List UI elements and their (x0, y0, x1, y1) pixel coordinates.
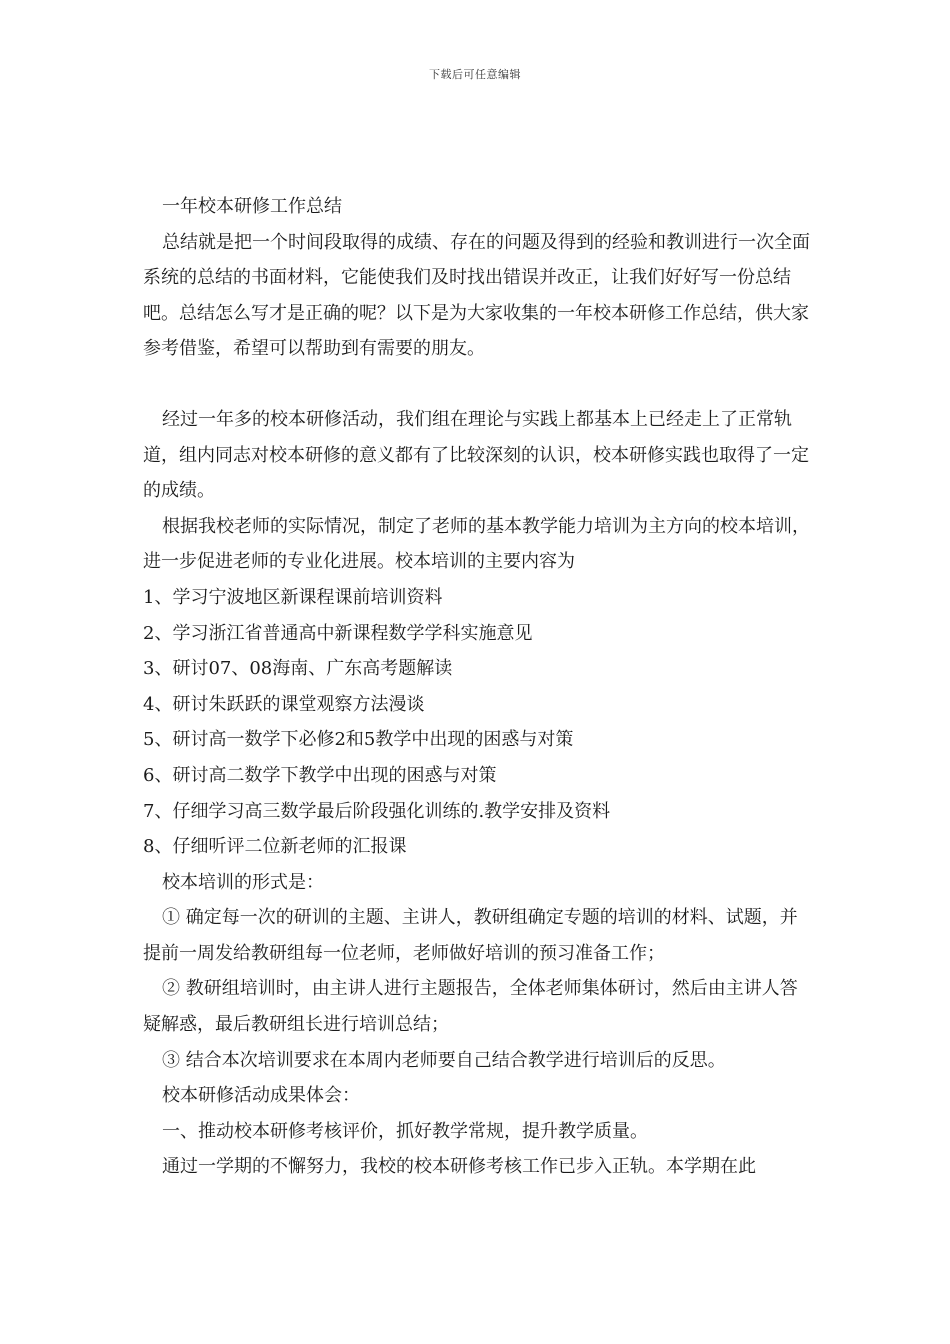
list-item: 4、研讨朱跃跃的课堂观察方法漫谈 (143, 693, 425, 715)
intro-paragraph: 总结就是把一个时间段取得的成绩、存在的问题及得到的经验和教训进行一次全面系统的总结的书面材料，它能使我们及时找出错误并改正，让我们好好写一份总结吧。总结怎么写才是正确的呢？以下是为大家收集的一年校本研修工作总结，供大家参考借鉴，希望可以帮助到有需要的朋友。 (143, 231, 810, 360)
paragraph-gap (143, 367, 813, 402)
paragraph-last: 通过一学期的不懈努力，我校的校本研修考核工作已步入正轨。本学期在此 (162, 1156, 756, 1178)
list-item: 3、研讨07、08海南、广东高考题解读 (143, 658, 453, 680)
list-item: 1、学习宁波地区新课程课前培训资料 (143, 586, 443, 608)
header-note: 下载后可任意编辑 (429, 68, 521, 81)
results-heading: 校本研修活动成果体会： (162, 1085, 360, 1107)
list-item: 2、学习浙江省普通高中新课程数学学科实施意见 (143, 622, 533, 644)
paragraph-2: 根据我校老师的实际情况，制定了老师的基本教学能力培训为主方向的校本培训，进一步促进老师的专业化进展。校本培训的主要内容为 (143, 515, 810, 573)
list-item: 7、仔细学习高三数学最后阶段强化训练的.教学安排及资料 (143, 800, 611, 822)
list-item: 5、研讨高一数学下必修2和5教学中出现的困惑与对策 (143, 729, 574, 751)
form-heading: 校本培训的形式是： (162, 871, 324, 893)
form-item-2: ② 教研组培训时，由主讲人进行主题报告，全体老师集体研讨，然后由主讲人答疑解惑，最后教研组长进行培训总结； (143, 978, 798, 1036)
list-item: 8、仔细听评二位新老师的汇报课 (143, 836, 407, 858)
document-title: 一年校本研修工作总结 (162, 196, 342, 217)
paragraph-1: 经过一年多的校本研修活动，我们组在理论与实践上都基本上已经走上了正常轨道，组内同志对校本研修的意义都有了比较深刻的认识，校本研修实践也取得了一定的成绩。 (143, 408, 809, 502)
form-item-3: ③ 结合本次培训要求在本周内老师要自己结合教学进行培训后的反思。 (162, 1049, 726, 1071)
document-body (143, 189, 813, 1185)
result-item-1: 一、推动校本研修考核评价，抓好教学常规，提升教学质量。 (162, 1120, 648, 1142)
list-item: 6、研讨高二数学下教学中出现的困惑与对策 (143, 764, 497, 786)
form-item-1: ① 确定每一次的研训的主题、主讲人，教研组确定专题的培训的材料、试题，并提前一周发给教研组每一位老师，老师做好培训的预习准备工作； (143, 907, 798, 964)
